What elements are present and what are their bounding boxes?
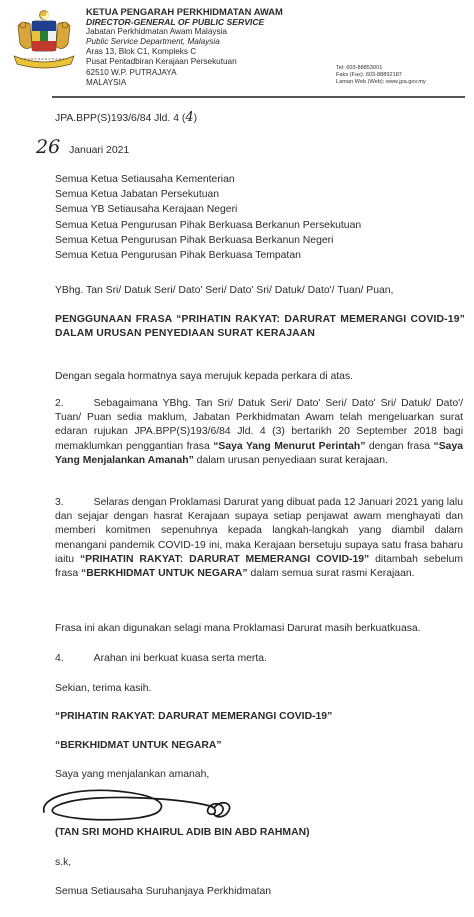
address-line: Aras 13, Blok C1, Kompleks C bbox=[86, 47, 197, 57]
header-divider bbox=[52, 96, 465, 98]
paragraph-2: 2. Sebagaimana YBhg. Tan Sri/ Datuk Seri/ Dato' Seri/ Dato' Sri/ Datuk/ Dato'/ Tuan/ Puan sedia maklum, Jabatan Perkhidmatan Awam telah mengeluarkan surat edaran rujukan JPA.BPP(S)193/6/84 Jld. 4 (3) bertarikh 20 September 2018 bagi memaklumkan penggantian frasa “Saya Yang Menurut Perintah” dengan frasa “Saya Yang Menjalankan Amanah” dalam urusan penyediaan surat kerajaan. bbox=[55, 398, 464, 466]
recipients-list bbox=[55, 172, 361, 263]
reference-handwritten: 4 bbox=[185, 110, 194, 125]
signoff: Saya yang menjalankan amanah, bbox=[55, 769, 210, 780]
recipient-item: Semua Ketua Pengurusan Pihak Berkuasa Tempatan bbox=[55, 250, 301, 262]
address-line: Pusat Pentadbiran Kerajaan Persekutuan bbox=[86, 57, 237, 67]
paragraph-3: 3. Selaras dengan Proklamasi Darurat yang dibuat pada 12 Januari 2021 yang lalu dan sejajar dengan hasrat Kerajaan supaya setiap penjawat awam menghayati dan memberi komitmen sepenuhnya kepada langkah-langkah yang diambil dalam menangani pandemik COVID-19 ini, maka Kerajaan bersetuju supaya satu frasa baharu iaitu “PRIHATIN RAKYAT: DARURAT MEMERANGI COVID-19” ditambah sebelum frasa “BERKHIDMAT UNTUK NEGARA” dalam semua surat rasmi Kerajaan. bbox=[55, 497, 464, 580]
reference-number: JPA.BPP(S)193/6/84 Jld. 4 (4) bbox=[55, 110, 198, 125]
paragraph-number: 3. bbox=[55, 497, 64, 508]
old-phrase: “Saya Yang Menurut Perintah” bbox=[213, 440, 366, 452]
contact-web: Laman Web (Web): www.jpa.gov.my bbox=[336, 79, 426, 86]
paragraph-number: 2. bbox=[55, 398, 64, 409]
recipient-item: Semua Ketua Pengurusan Pihak Berkuasa Berkanun Persekutuan bbox=[55, 219, 362, 231]
letterhead bbox=[86, 7, 283, 88]
signatory-name: (TAN SRI MOHD KHAIRUL ADIB BIN ABD RAHMAN) bbox=[55, 827, 310, 838]
department-en: Public Service Department, Malaysia bbox=[86, 37, 220, 47]
address-line: 62510 W.P. PUTRAJAYA bbox=[86, 67, 177, 77]
title-ms: KETUA PENGARAH PERKHIDMATAN AWAM bbox=[86, 6, 283, 17]
paragraph-3b: Frasa ini akan digunakan selagi mana Proklamasi Darurat masih berkuatkuasa. bbox=[55, 623, 421, 634]
recipient-item: Semua Ketua Setiausaha Kementerian bbox=[55, 174, 235, 185]
coat-of-arms-icon bbox=[10, 6, 78, 70]
recipient-item: Semua Ketua Jabatan Persekutuan bbox=[55, 189, 220, 201]
paragraph-number: 4. bbox=[55, 653, 64, 664]
date-day-handwritten: 26 bbox=[36, 136, 61, 158]
contact-block bbox=[336, 65, 426, 87]
letter-date bbox=[36, 136, 130, 158]
title-en: DIRECTOR-GENERAL OF PUBLIC SERVICE bbox=[86, 17, 265, 28]
slogan-covid: “PRIHATIN RAKYAT: DARURAT MEMERANGI COVID-19” bbox=[55, 711, 333, 722]
recipient-item: Semua Ketua Pengurusan Pihak Berkuasa Berkanun Negeri bbox=[55, 234, 334, 246]
address-line: MALAYSIA bbox=[86, 77, 127, 87]
contact-tel: Tel: 603-88853001 bbox=[336, 65, 383, 71]
slogan-service: “BERKHIDMAT UNTUK NEGARA” bbox=[55, 740, 222, 751]
paragraph-1: Dengan segala hormatnya saya merujuk kepada perkara di atas. bbox=[55, 371, 354, 382]
signature-icon bbox=[38, 782, 238, 826]
date-month-year: Januari 2021 bbox=[69, 145, 130, 156]
contact-fax: Faks (Fax): 603-88892187 bbox=[336, 72, 402, 79]
salutation: YBhg. Tan Sri/ Datuk Seri/ Dato' Seri/ Dato' Sri/ Datuk/ Dato'/ Tuan/ Puan, bbox=[55, 285, 394, 296]
service-phrase: “BERKHIDMAT UNTUK NEGARA” bbox=[81, 568, 248, 580]
department-ms: Jabatan Perkhidmatan Awam Malaysia bbox=[86, 27, 227, 37]
recipient-item: Semua YB Setiausaha Kerajaan Negeri bbox=[55, 204, 238, 216]
subject-heading: PENGGUNAAN FRASA “PRIHATIN RAKYAT: DARURAT MEMERANGI COVID-19” DALAM URUSAN PENYEDIAAN SURAT KERAJAAN bbox=[55, 314, 465, 340]
cc-label: s.k, bbox=[55, 857, 72, 868]
cc-recipient: Semua Setiausaha Suruhanjaya Perkhidmatan bbox=[55, 886, 272, 897]
closing-line: Sekian, terima kasih. bbox=[55, 683, 152, 694]
new-phrase: “Saya Yang Menjalankan Amanah” bbox=[55, 440, 464, 466]
covid-phrase: “PRIHATIN RAKYAT: DARURAT MEMERANGI COVID-19” bbox=[79, 553, 370, 565]
paragraph-4: 4. Arahan ini berkuat kuasa serta merta. bbox=[55, 653, 267, 664]
